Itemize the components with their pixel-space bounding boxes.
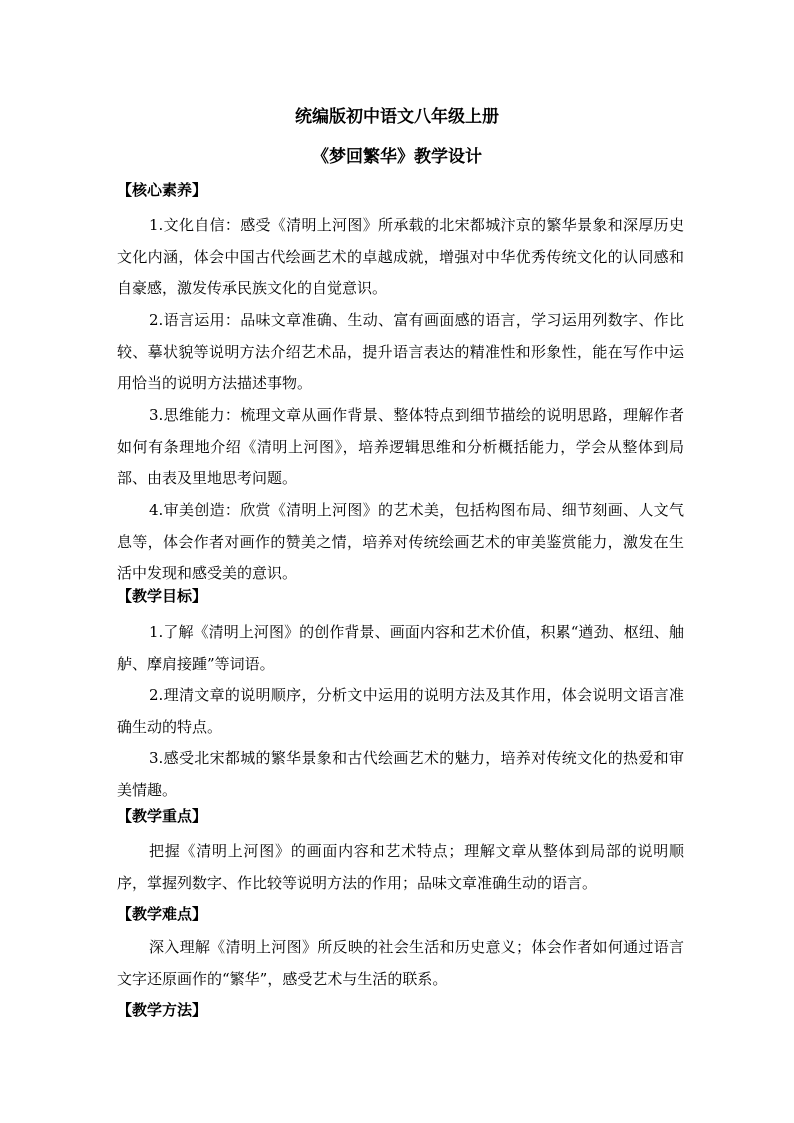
section-heading-methods: 【教学方法】	[117, 1001, 208, 1019]
paragraph-core-literacy-1: 1.文化自信：感受《清明上河图》所承载的北宋都城汴京的繁华景象和深厚历史文化内涵，体会中国古代绘画艺术的卓越成就，增强对中华优秀传统文化的认同感和自豪感，激发传承民族文化的自觉意识。	[117, 216, 684, 297]
paragraph-core-literacy-3: 3.思维能力：梳理文章从画作背景、整体特点到细节描绘的说明思路，理解作者如何有条理地介绍《清明上河图》，培养逻辑思维和分析概括能力，学会从整体到局部、由表及里地思考问题。	[117, 406, 684, 487]
section-heading-teaching-goals: 【教学目标】	[117, 587, 208, 605]
paragraph-key-points: 把握《清明上河图》的画面内容和艺术特点；理解文章从整体到局部的说明顺序，掌握列数字、作比较等说明方法的作用；品味文章准确生动的语言。	[117, 842, 684, 892]
paragraph-core-literacy-4: 4.审美创造：欣赏《清明上河图》的艺术美，包括构图布局、细节刻画、人文气息等，体会作者对画作的赞美之情，培养对传统绘画艺术的审美鉴赏能力，激发在生活中发现和感受美的意识。	[117, 501, 684, 582]
section-heading-core-literacy: 【核心素养】	[117, 181, 208, 199]
section-heading-key-points: 【教学重点】	[117, 807, 208, 825]
paragraph-teaching-goals-2: 2.理清文章的说明顺序，分析文中运用的说明方法及其作用，体会说明文语言准确生动的特点。	[117, 686, 684, 736]
document-title: 统编版初中语文八年级上册	[295, 107, 499, 127]
paragraph-core-literacy-2: 2.语言运用：品味文章准确、生动、富有画面感的语言，学习运用列数字、作比较、摹状貌等说明方法介绍艺术品，提升语言表达的精准性和形象性，能在写作中运用恰当的说明方法描述事物。	[117, 311, 684, 392]
paragraph-teaching-goals-3: 3.感受北宋都城的繁华景象和古代绘画艺术的魅力，培养对传统文化的热爱和审美情趣。	[117, 749, 684, 799]
paragraph-teaching-goals-1: 1.了解《清明上河图》的创作背景、画面内容和艺术价值，积累“遒劲、枢纽、舳舻、摩肩接踵”等词语。	[117, 623, 684, 673]
document-subtitle: 《梦回繁华》教学设计	[312, 147, 482, 167]
paragraph-difficulties: 深入理解《清明上河图》所反映的社会生活和历史意义；体会作者如何通过语言文字还原画作的“繁华”，感受艺术与生活的联系。	[117, 938, 684, 988]
section-heading-difficulties: 【教学难点】	[117, 905, 208, 923]
